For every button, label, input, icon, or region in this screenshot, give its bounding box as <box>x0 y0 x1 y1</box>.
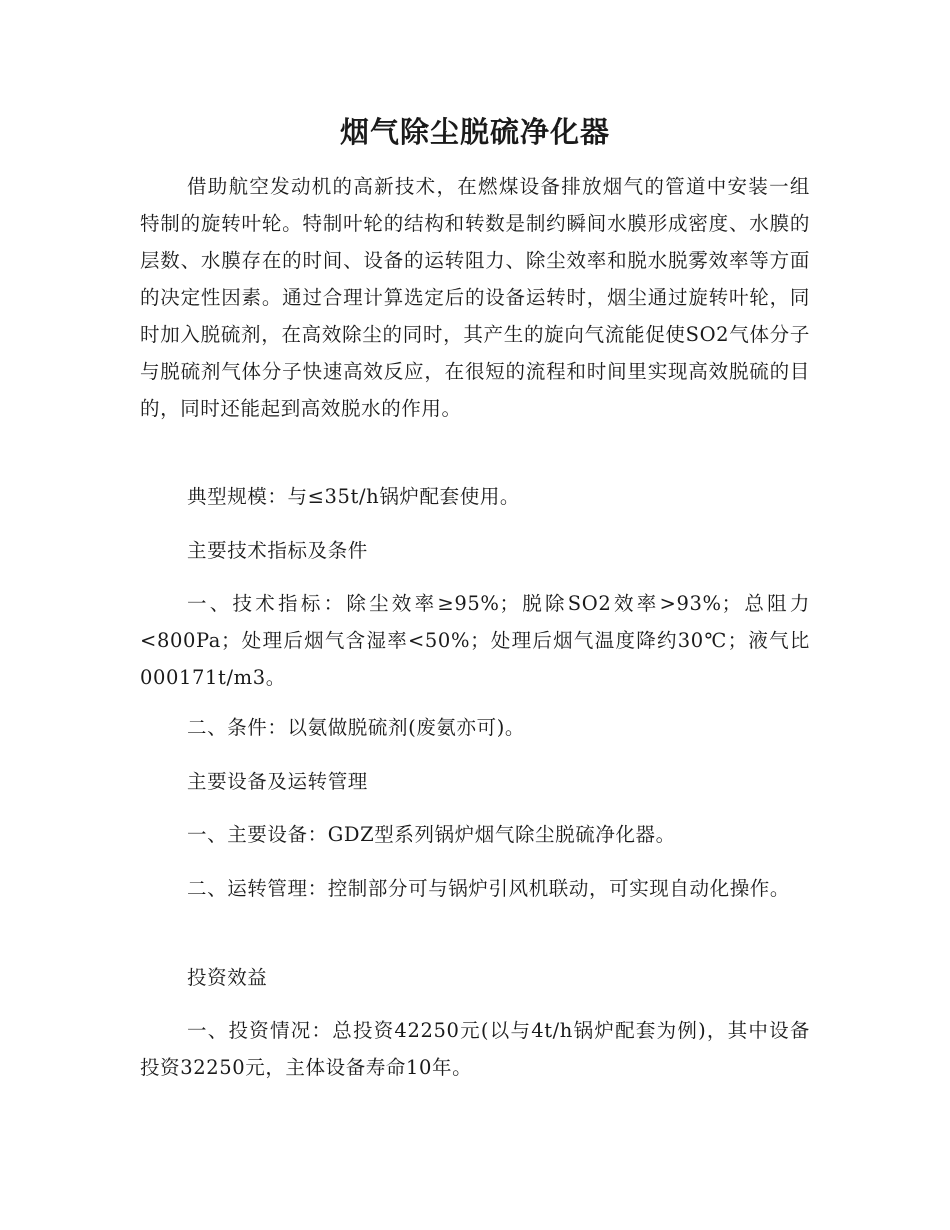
section-heading-equipment-management: 主要设备及运转管理 <box>187 770 368 793</box>
paragraph-technical-indicators: 一、技术指标：除尘效率≥95%；脱除SO2效率>93%；总阻力<800Pa；处理后烟气含湿率<50%；处理后烟气温度降约30℃；液气比000171t/m3。 <box>140 592 810 689</box>
section-heading-technical-indicators: 主要技术指标及条件 <box>187 539 368 562</box>
paragraph-operation-management: 二、运转管理：控制部分可与锅炉引风机联动，可实现自动化操作。 <box>187 877 791 900</box>
paragraph-typical-scale: 典型规模：与≤35t/h锅炉配套使用。 <box>187 485 521 508</box>
section-heading-investment-benefit: 投资效益 <box>187 966 268 989</box>
paragraph-technology-intro: 借助航空发动机的高新技术，在燃煤设备排放烟气的管道中安装一组特制的旋转叶轮。特制叶轮的结构和转数是制约瞬间水膜形成密度、水膜的层数、水膜存在的时间、设备的运转阻力、除尘效率和脱水脱雾效率等方面的决定性因素。通过合理计算选定后的设备运转时，烟尘通过旋转叶轮，同时加入脱硫剂，在高效除尘的同时，其产生的旋向气流能促使SO2气体分子与脱硫剂气体分子快速高效反应，在很短的流程和时间里实现高效脱硫的目的，同时还能起到高效脱水的作用。 <box>140 175 810 420</box>
paragraph-main-equipment: 一、主要设备：GDZ型系列锅炉烟气除尘脱硫净化器。 <box>187 823 676 846</box>
paragraph-investment: 一、投资情况：总投资42250元(以与4t/h锅炉配套为例)，其中设备投资32250元，主体设备寿命10年。 <box>140 1019 810 1079</box>
document-title: 烟气除尘脱硫净化器 <box>339 115 610 149</box>
paragraph-conditions: 二、条件：以氨做脱硫剂(废氨亦可)。 <box>187 716 526 739</box>
